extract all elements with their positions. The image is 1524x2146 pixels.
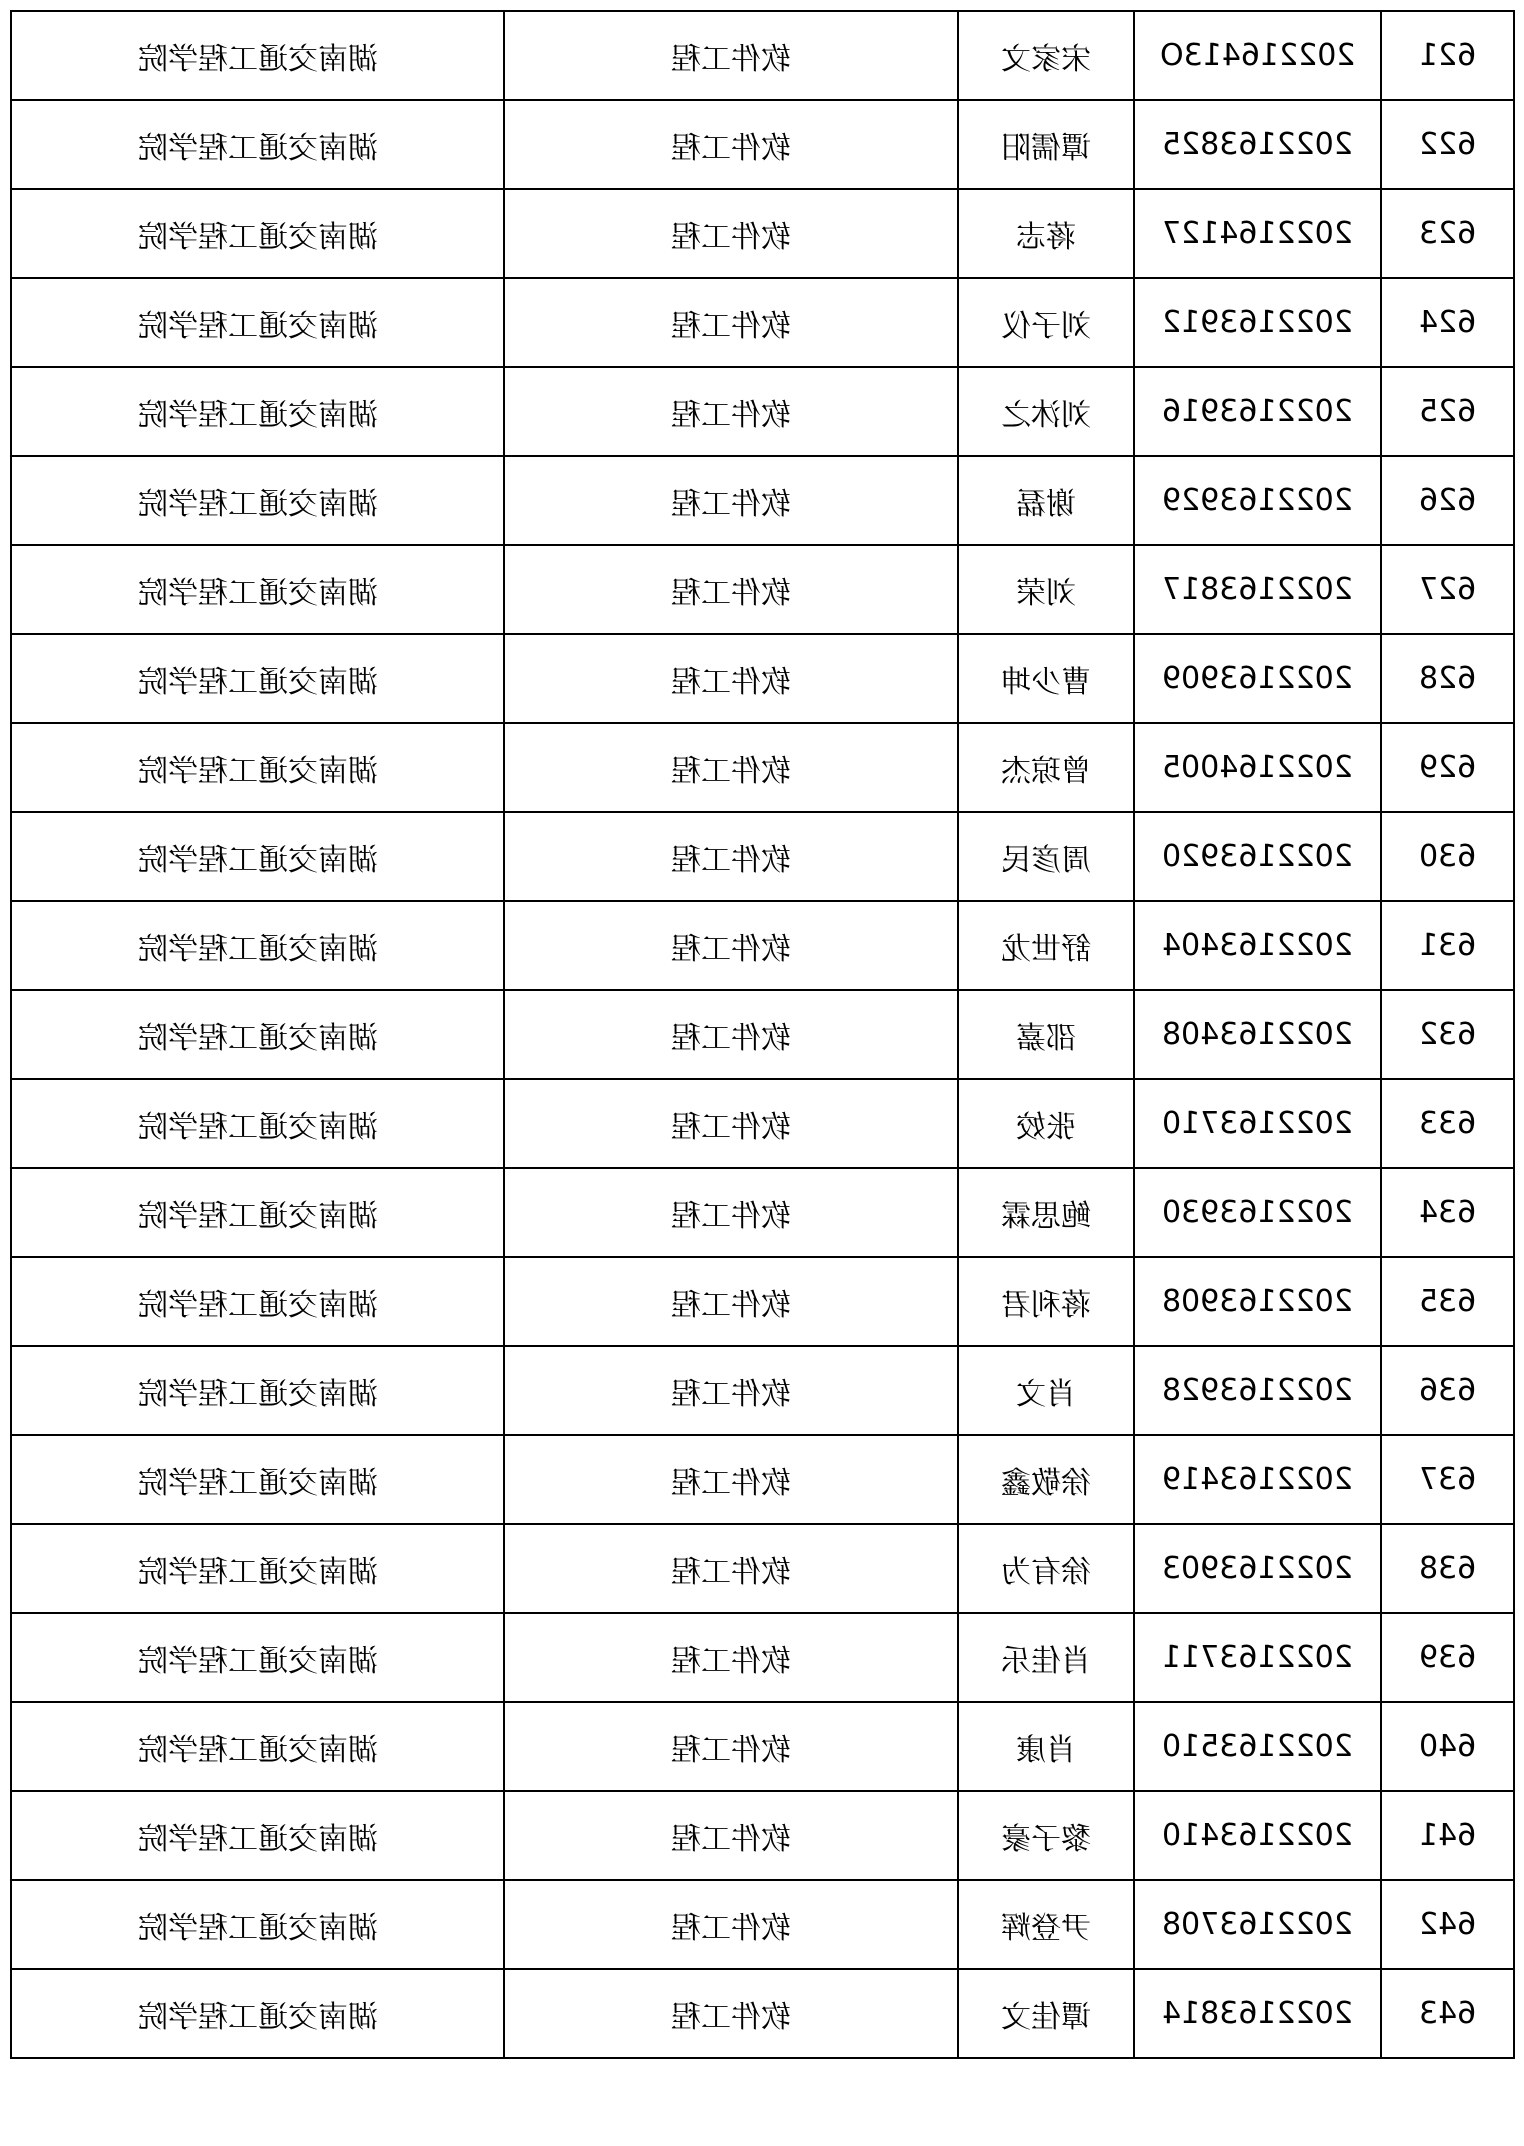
index-cell-text: 642 (1418, 1907, 1477, 1942)
index-cell (1381, 1346, 1514, 1435)
student-id-cell (1134, 1435, 1381, 1524)
name-cell-text: 蒋志 (1016, 219, 1076, 255)
college-cell (11, 634, 504, 723)
major-cell-text: 软件工程 (671, 130, 791, 166)
student-id-cell-text: 2022163908 (1162, 1284, 1353, 1319)
name-cell-text: 谢磊 (1016, 486, 1076, 522)
index-cell (1381, 11, 1514, 100)
student-id-cell-text: 2022163814 (1162, 1996, 1353, 2031)
college-cell (11, 723, 504, 812)
name-cell (958, 901, 1134, 990)
major-cell (504, 1702, 958, 1791)
name-cell-text: 周彦民 (1001, 842, 1091, 878)
college-cell (11, 1880, 504, 1969)
student-id-cell-text: 2022163510 (1162, 1729, 1353, 1764)
student-id-cell (1134, 1702, 1381, 1791)
student-id-cell-text: 2022163408 (1162, 1017, 1353, 1052)
table-row (11, 1702, 1514, 1791)
student-id-cell-text: 2022163419 (1162, 1462, 1353, 1497)
college-cell (11, 1791, 504, 1880)
college-cell-text: 湖南交通工程学院 (137, 1910, 378, 1946)
name-cell-text: 肖康 (1016, 1732, 1076, 1768)
index-cell-text: 624 (1418, 305, 1477, 340)
name-cell (958, 990, 1134, 1079)
college-cell (11, 1969, 504, 2058)
major-cell (504, 1346, 958, 1435)
student-id-cell-text: 2022163930 (1162, 1195, 1353, 1230)
table-row (11, 1791, 1514, 1880)
name-cell-text: 徐有为 (1001, 1554, 1091, 1590)
index-cell-text: 628 (1418, 661, 1477, 696)
major-cell-text: 软件工程 (671, 1732, 791, 1768)
name-cell-text: 刘荣 (1016, 575, 1076, 611)
table-row (11, 367, 1514, 456)
table-row (11, 1969, 1514, 2058)
name-cell (958, 1524, 1134, 1613)
name-cell-text: 蒋利君 (1001, 1287, 1091, 1323)
college-cell (11, 1524, 504, 1613)
student-id-cell (1134, 634, 1381, 723)
major-cell-text: 软件工程 (671, 1020, 791, 1056)
major-cell (504, 278, 958, 367)
major-cell-text: 软件工程 (671, 308, 791, 344)
name-cell-text: 黎子豪 (1001, 1821, 1091, 1857)
student-id-cell-text: 2022163404 (1162, 928, 1353, 963)
name-cell (958, 1168, 1134, 1257)
index-cell-text: 633 (1418, 1106, 1477, 1141)
student-id-cell-text: 2022163817 (1162, 572, 1353, 607)
major-cell-text: 软件工程 (671, 1821, 791, 1857)
college-cell-text: 湖南交通工程学院 (137, 1376, 378, 1412)
major-cell (504, 723, 958, 812)
college-cell-text: 湖南交通工程学院 (137, 842, 378, 878)
index-cell-text: 626 (1418, 483, 1477, 518)
student-id-cell (1134, 901, 1381, 990)
major-cell-text: 软件工程 (671, 219, 791, 255)
major-cell (504, 1524, 958, 1613)
major-cell (504, 634, 958, 723)
student-id-cell-text: 2022163920 (1162, 839, 1353, 874)
roster-body (11, 11, 1514, 2058)
major-cell-text: 软件工程 (671, 1465, 791, 1501)
major-cell-text: 软件工程 (671, 397, 791, 433)
index-cell (1381, 1257, 1514, 1346)
index-cell (1381, 1524, 1514, 1613)
name-cell-text: 曹少坤 (1001, 664, 1091, 700)
major-cell-text: 软件工程 (671, 1554, 791, 1590)
name-cell (958, 1079, 1134, 1168)
student-id-cell (1134, 11, 1381, 100)
college-cell (11, 812, 504, 901)
college-cell-text: 湖南交通工程学院 (137, 1020, 378, 1056)
college-cell (11, 1346, 504, 1435)
college-cell-text: 湖南交通工程学院 (137, 931, 378, 967)
index-cell-text: 643 (1418, 1996, 1477, 2031)
index-cell-text: 637 (1418, 1462, 1477, 1497)
college-cell-text: 湖南交通工程学院 (137, 397, 378, 433)
name-cell-text: 尹登辉 (1001, 1910, 1091, 1946)
index-cell (1381, 901, 1514, 990)
student-id-cell-text: 2022163916 (1162, 394, 1353, 429)
college-cell (11, 1257, 504, 1346)
name-cell-text: 徐敬鑫 (1001, 1465, 1091, 1501)
major-cell-text: 软件工程 (671, 1910, 791, 1946)
table-row (11, 723, 1514, 812)
student-id-cell (1134, 1969, 1381, 2058)
index-cell-text: 627 (1418, 572, 1477, 607)
student-id-cell (1134, 1257, 1381, 1346)
student-id-cell-text: 2022164127 (1162, 216, 1353, 251)
index-cell (1381, 990, 1514, 1079)
major-cell (504, 189, 958, 278)
student-id-cell-text: 2022164005 (1162, 750, 1353, 785)
name-cell-text: 刘子仪 (1001, 308, 1091, 344)
student-id-cell (1134, 1613, 1381, 1702)
name-cell (958, 367, 1134, 456)
college-cell-text: 湖南交通工程学院 (137, 308, 378, 344)
college-cell-text: 湖南交通工程学院 (137, 219, 378, 255)
college-cell-text: 湖南交通工程学院 (137, 486, 378, 522)
index-cell (1381, 634, 1514, 723)
major-cell-text: 软件工程 (671, 1287, 791, 1323)
index-cell-text: 621 (1418, 38, 1477, 73)
college-cell (11, 990, 504, 1079)
major-cell (504, 990, 958, 1079)
name-cell-text: 张姣 (1016, 1109, 1076, 1145)
student-id-cell-text: 2022163825 (1162, 127, 1353, 162)
name-cell-text: 鲍思霖 (1001, 1198, 1091, 1234)
table-row (11, 812, 1514, 901)
index-cell-text: 625 (1418, 394, 1477, 429)
college-cell (11, 189, 504, 278)
major-cell (504, 100, 958, 189)
student-roster-table (10, 10, 1515, 2059)
index-cell-text: 640 (1418, 1729, 1477, 1764)
college-cell-text: 湖南交通工程学院 (137, 1643, 378, 1679)
major-cell (504, 1257, 958, 1346)
name-cell (958, 189, 1134, 278)
table-row (11, 1880, 1514, 1969)
major-cell-text: 软件工程 (671, 931, 791, 967)
major-cell (504, 11, 958, 100)
name-cell (958, 456, 1134, 545)
index-cell (1381, 1168, 1514, 1257)
major-cell (504, 367, 958, 456)
table-row (11, 1257, 1514, 1346)
college-cell (11, 901, 504, 990)
college-cell (11, 1702, 504, 1791)
table-row (11, 634, 1514, 723)
college-cell-text: 湖南交通工程学院 (137, 1554, 378, 1590)
index-cell (1381, 1613, 1514, 1702)
student-id-cell-text: 2022163710 (1162, 1106, 1353, 1141)
index-cell-text: 636 (1418, 1373, 1477, 1408)
major-cell-text: 软件工程 (671, 664, 791, 700)
index-cell (1381, 367, 1514, 456)
student-id-cell-text: 2022163711 (1162, 1640, 1353, 1675)
major-cell (504, 456, 958, 545)
student-id-cell (1134, 1168, 1381, 1257)
major-cell (504, 1168, 958, 1257)
major-cell (504, 812, 958, 901)
index-cell-text: 622 (1418, 127, 1477, 162)
index-cell-text: 641 (1418, 1818, 1477, 1853)
college-cell (11, 1613, 504, 1702)
index-cell (1381, 545, 1514, 634)
table-row (11, 100, 1514, 189)
major-cell (504, 1613, 958, 1702)
student-id-cell (1134, 990, 1381, 1079)
index-cell-text: 631 (1418, 928, 1477, 963)
major-cell (504, 1969, 958, 2058)
index-cell-text: 630 (1418, 839, 1477, 874)
college-cell-text: 湖南交通工程学院 (137, 1287, 378, 1323)
student-id-cell-text: 2022163410 (1162, 1818, 1353, 1853)
college-cell-text: 湖南交通工程学院 (137, 1109, 378, 1145)
index-cell-text: 629 (1418, 750, 1477, 785)
major-cell-text: 软件工程 (671, 41, 791, 77)
major-cell-text: 软件工程 (671, 1643, 791, 1679)
major-cell-text: 软件工程 (671, 1376, 791, 1412)
index-cell (1381, 1702, 1514, 1791)
major-cell-text: 软件工程 (671, 1999, 791, 2035)
student-id-cell-text: 2022163708 (1162, 1907, 1353, 1942)
student-id-cell-text: 2022163912 (1162, 305, 1353, 340)
name-cell-text: 谭儒阳 (1001, 130, 1091, 166)
college-cell-text: 湖南交通工程学院 (137, 1732, 378, 1768)
index-cell (1381, 189, 1514, 278)
index-cell (1381, 723, 1514, 812)
index-cell (1381, 1079, 1514, 1168)
index-cell (1381, 278, 1514, 367)
name-cell (958, 278, 1134, 367)
college-cell (11, 1079, 504, 1168)
college-cell (11, 545, 504, 634)
table-row (11, 456, 1514, 545)
major-cell (504, 545, 958, 634)
index-cell-text: 639 (1418, 1640, 1477, 1675)
name-cell (958, 1435, 1134, 1524)
major-cell (504, 1079, 958, 1168)
index-cell (1381, 1435, 1514, 1524)
table-row (11, 189, 1514, 278)
student-id-cell-text: 2022163928 (1162, 1373, 1353, 1408)
college-cell (11, 1168, 504, 1257)
name-cell-text: 曾琼杰 (1001, 753, 1091, 789)
student-id-cell (1134, 278, 1381, 367)
major-cell-text: 软件工程 (671, 486, 791, 522)
college-cell-text: 湖南交通工程学院 (137, 575, 378, 611)
name-cell (958, 1880, 1134, 1969)
table-row (11, 1435, 1514, 1524)
name-cell (958, 100, 1134, 189)
major-cell (504, 1435, 958, 1524)
index-cell (1381, 1969, 1514, 2058)
name-cell (958, 723, 1134, 812)
index-cell (1381, 1880, 1514, 1969)
college-cell-text: 湖南交通工程学院 (137, 1821, 378, 1857)
student-id-cell (1134, 367, 1381, 456)
major-cell-text: 软件工程 (671, 753, 791, 789)
table-row (11, 1346, 1514, 1435)
name-cell-text: 舒世龙 (1001, 931, 1091, 967)
index-cell-text: 638 (1418, 1551, 1477, 1586)
student-id-cell (1134, 456, 1381, 545)
college-cell (11, 367, 504, 456)
name-cell (958, 1969, 1134, 2058)
index-cell (1381, 456, 1514, 545)
college-cell-text: 湖南交通工程学院 (137, 41, 378, 77)
student-id-cell (1134, 723, 1381, 812)
name-cell-text: 肖佳乐 (1001, 1643, 1091, 1679)
name-cell-text: 宋家文 (1001, 41, 1091, 77)
college-cell (11, 278, 504, 367)
table-row (11, 1613, 1514, 1702)
student-id-cell (1134, 1880, 1381, 1969)
college-cell (11, 100, 504, 189)
index-cell (1381, 1791, 1514, 1880)
major-cell (504, 1791, 958, 1880)
index-cell-text: 623 (1418, 216, 1477, 251)
name-cell-text: 刘沐之 (1001, 397, 1091, 433)
name-cell (958, 545, 1134, 634)
major-cell (504, 901, 958, 990)
name-cell (958, 1346, 1134, 1435)
student-id-cell-text: 2022163929 (1162, 483, 1353, 518)
index-cell (1381, 100, 1514, 189)
student-id-cell (1134, 189, 1381, 278)
table-row (11, 1524, 1514, 1613)
student-id-cell-text: 2022163903 (1162, 1551, 1353, 1586)
college-cell-text: 湖南交通工程学院 (137, 664, 378, 700)
college-cell-text: 湖南交通工程学院 (137, 1465, 378, 1501)
table-row (11, 545, 1514, 634)
student-id-cell (1134, 100, 1381, 189)
college-cell-text: 湖南交通工程学院 (137, 753, 378, 789)
college-cell-text: 湖南交通工程学院 (137, 1198, 378, 1234)
table-row (11, 1168, 1514, 1257)
table-row (11, 990, 1514, 1079)
student-id-cell (1134, 1079, 1381, 1168)
major-cell-text: 软件工程 (671, 1109, 791, 1145)
name-cell (958, 1613, 1134, 1702)
college-cell (11, 1435, 504, 1524)
student-id-cell (1134, 1791, 1381, 1880)
college-cell (11, 456, 504, 545)
table-row (11, 1079, 1514, 1168)
student-id-cell (1134, 1346, 1381, 1435)
name-cell (958, 11, 1134, 100)
name-cell (958, 634, 1134, 723)
name-cell-text: 谭佳文 (1001, 1999, 1091, 2035)
index-cell (1381, 812, 1514, 901)
student-id-cell (1134, 1524, 1381, 1613)
table-row (11, 901, 1514, 990)
index-cell-text: 632 (1418, 1017, 1477, 1052)
student-id-cell (1134, 812, 1381, 901)
index-cell-text: 634 (1418, 1195, 1477, 1230)
major-cell-text: 软件工程 (671, 575, 791, 611)
student-id-cell-text: 2022163909 (1162, 661, 1353, 696)
index-cell-text: 635 (1418, 1284, 1477, 1319)
name-cell-text: 肖文 (1016, 1376, 1076, 1412)
name-cell-text: 邵嘉 (1016, 1020, 1076, 1056)
college-cell-text: 湖南交通工程学院 (137, 130, 378, 166)
student-id-cell (1134, 545, 1381, 634)
name-cell (958, 1791, 1134, 1880)
table-row (11, 11, 1514, 100)
major-cell-text: 软件工程 (671, 842, 791, 878)
name-cell (958, 1702, 1134, 1791)
college-cell-text: 湖南交通工程学院 (137, 1999, 378, 2035)
name-cell (958, 812, 1134, 901)
name-cell (958, 1257, 1134, 1346)
table-row (11, 278, 1514, 367)
major-cell-text: 软件工程 (671, 1198, 791, 1234)
major-cell (504, 1880, 958, 1969)
student-id-cell-text: 202216413O (1159, 38, 1356, 73)
college-cell (11, 11, 504, 100)
